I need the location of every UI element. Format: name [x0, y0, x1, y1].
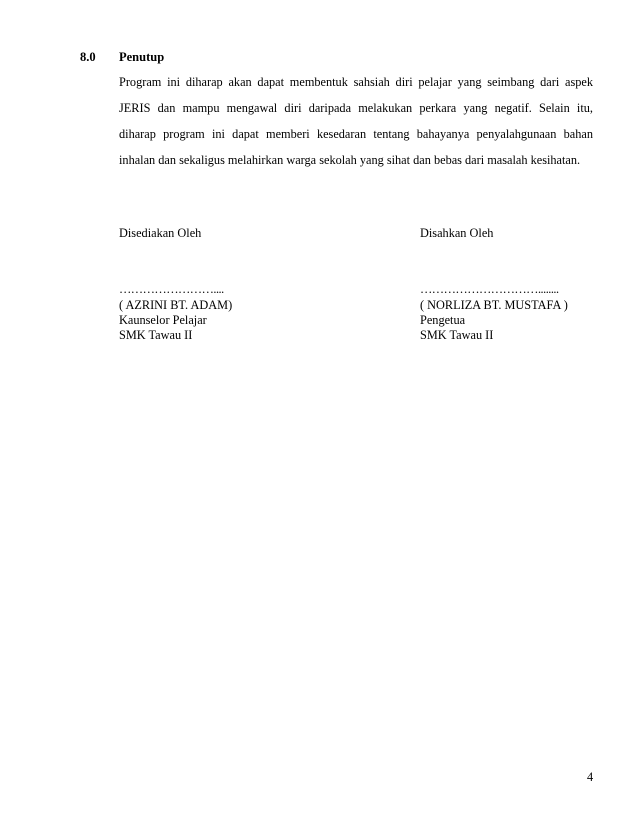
section-number: 8.0	[80, 50, 96, 64]
approved-by-heading: Disahkan Oleh	[420, 226, 494, 240]
page-number: 4	[587, 770, 594, 784]
signatory-position: Pengetua	[420, 313, 466, 327]
closing-paragraph	[119, 69, 593, 173]
approved-by-block	[420, 225, 610, 342]
signature-line: ……………………....	[119, 282, 224, 296]
paragraph-line: Program ini diharap akan dapat membentuk sahsiah diri pelajar yang seimbang dari aspek	[119, 75, 593, 89]
paragraph-line: JERIS dan mampu mengawal diri daripada melakukan perkara yang negatif. Selain itu,	[119, 101, 593, 115]
paragraph-line: diharap program ini dapat memberi kesedaran tentang bahayanya penyalahgunaan bahan	[119, 127, 593, 141]
signature-line: …………………………........	[420, 282, 559, 296]
signatory-position: Kaunselor Pelajar	[119, 313, 207, 327]
section-title: Penutup	[119, 50, 165, 64]
signatory-name: ( AZRINI BT. ADAM)	[119, 298, 233, 312]
signatory-name: ( NORLIZA BT. MUSTAFA )	[420, 298, 568, 312]
signatory-school: SMK Tawau II	[119, 328, 193, 342]
signatory-school: SMK Tawau II	[420, 328, 494, 342]
prepared-by-heading: Disediakan Oleh	[119, 226, 202, 240]
paragraph-line: inhalan dan sekaligus melahirkan warga sekolah yang sihat dan bebas dari masalah kesihatan.	[119, 153, 581, 167]
prepared-by-block	[119, 225, 379, 342]
